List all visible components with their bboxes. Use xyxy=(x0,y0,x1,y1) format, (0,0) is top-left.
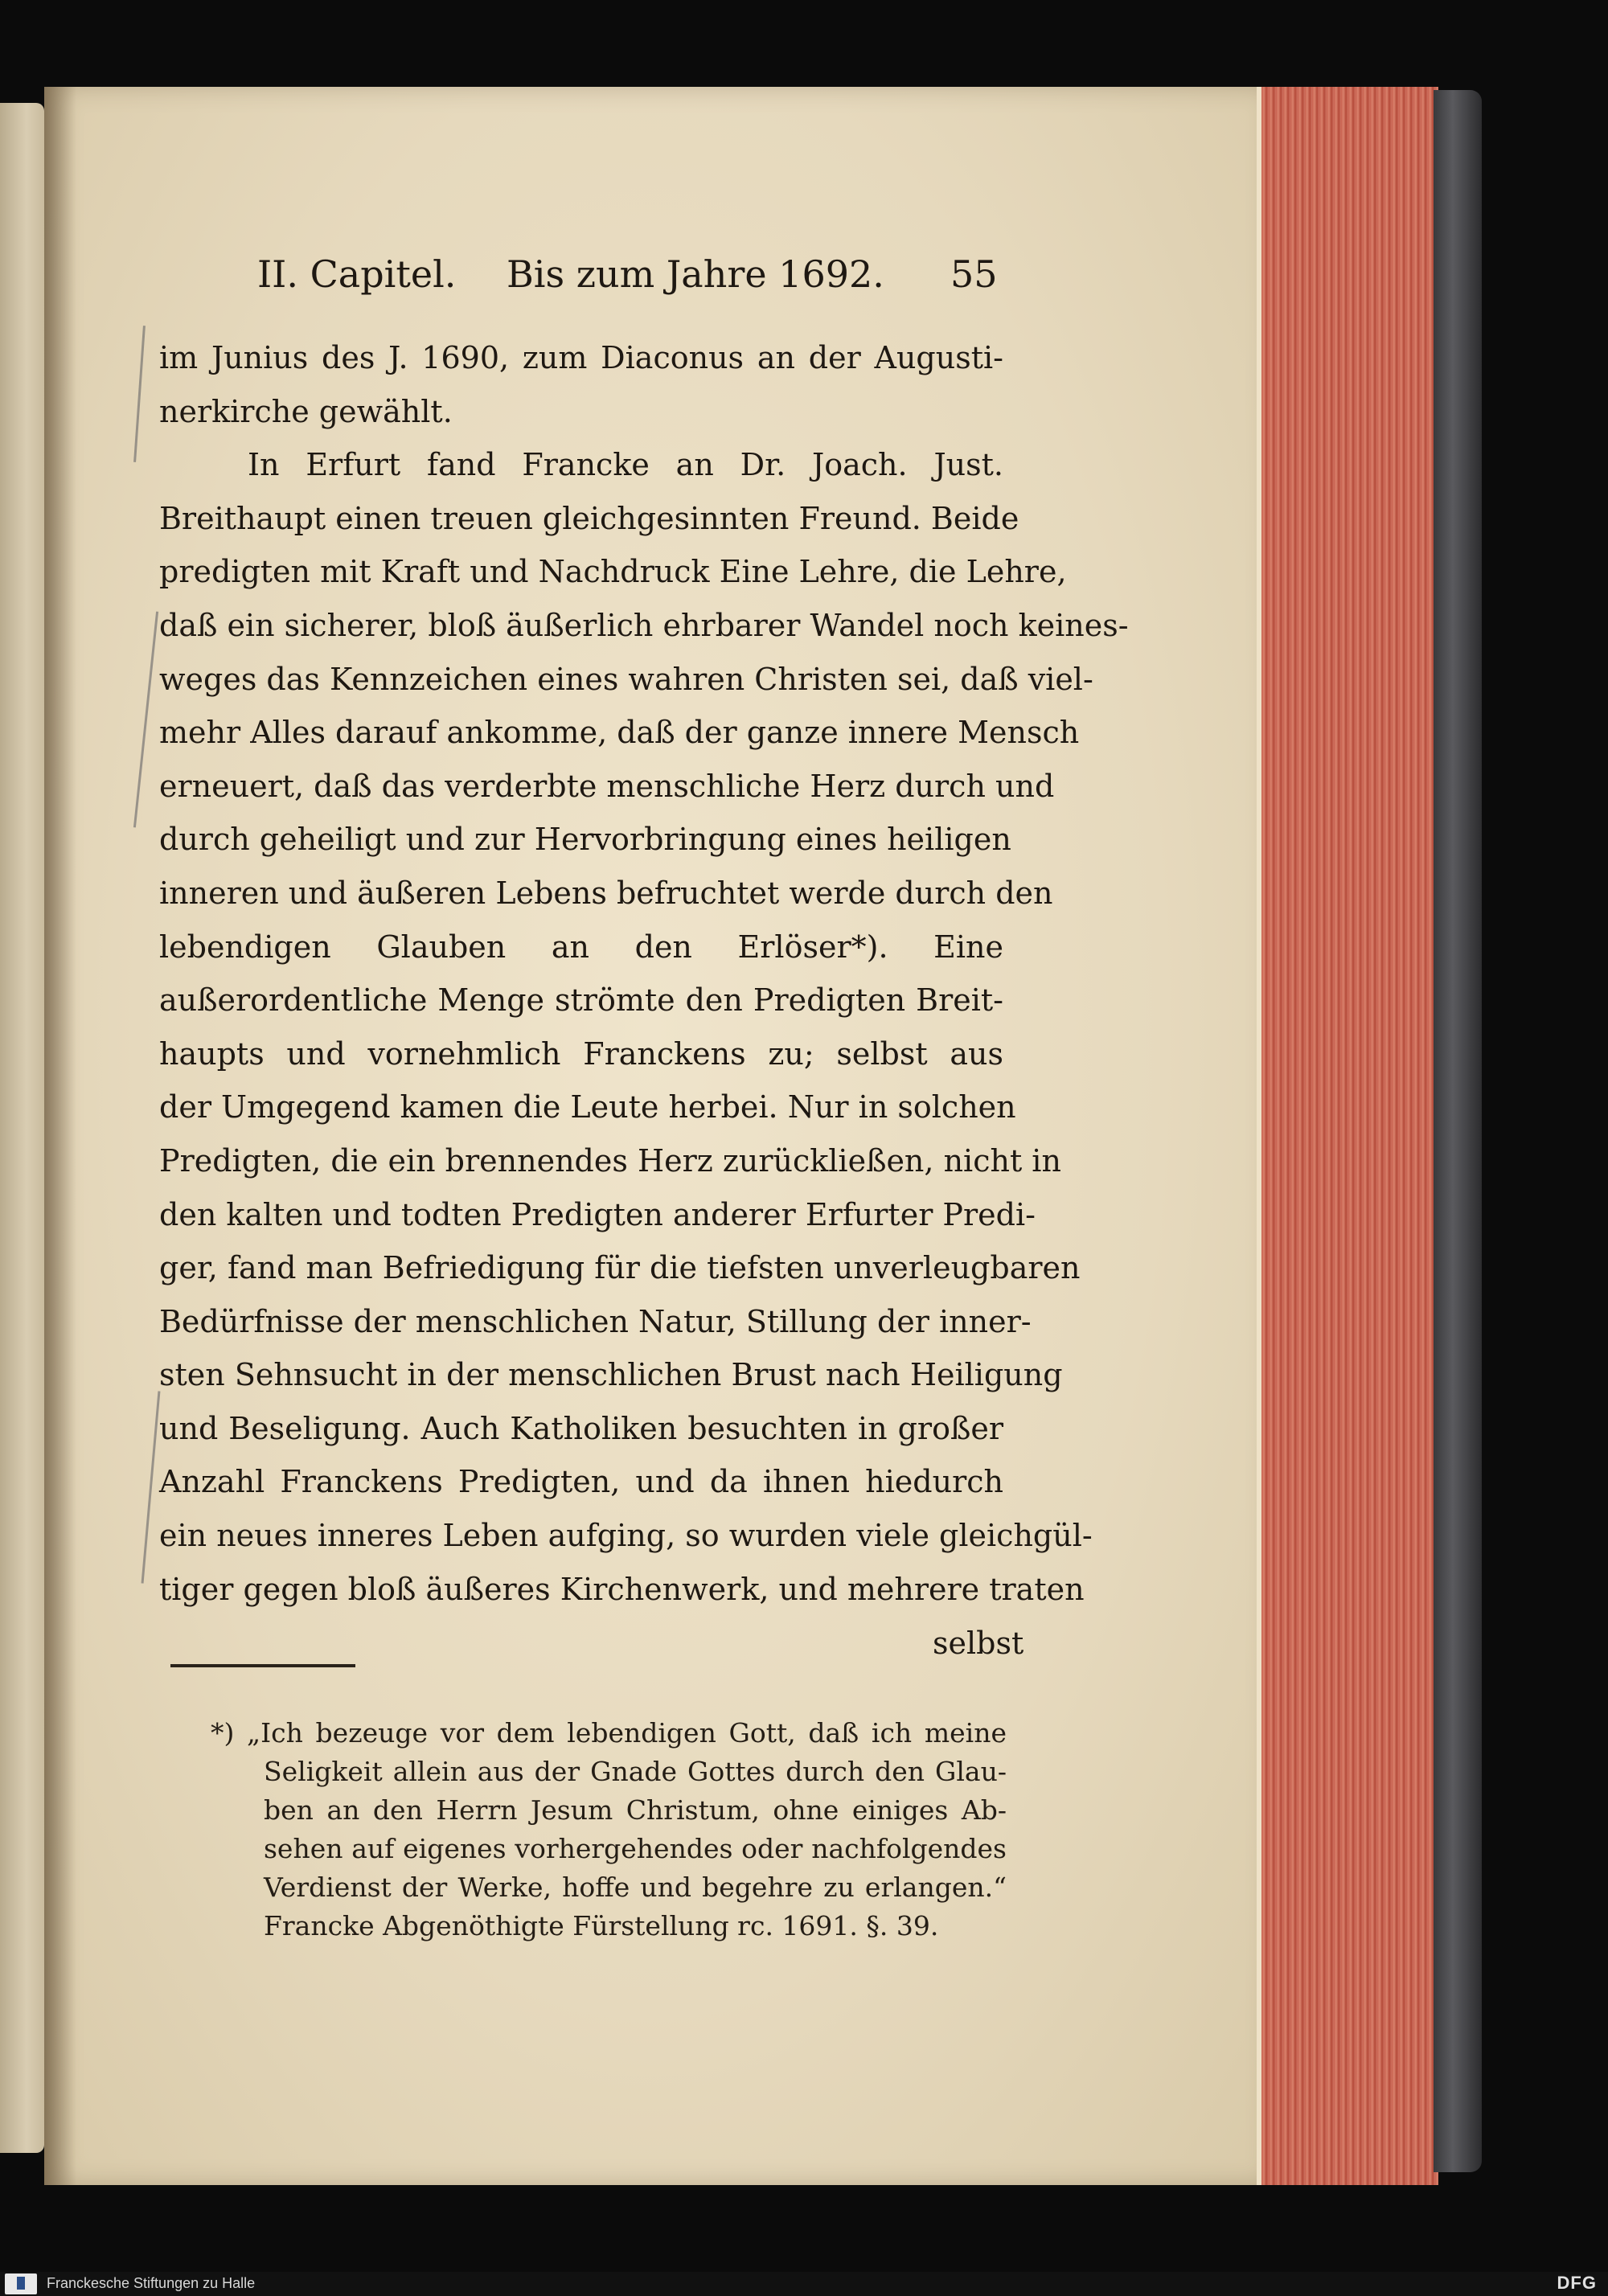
footnote-line: Verdienst der Werke, hoffe und begehre zu erlangen.“ xyxy=(264,1872,1007,1903)
footnote-line: *) „Ich bezeuge vor dem lebendigen Gott, daß ich meine xyxy=(211,1717,1007,1749)
text-line: erneuert, daß das verderbte menschliche Herz durch und xyxy=(159,768,1055,804)
left-page-edge xyxy=(0,103,44,2153)
text-line: predigten mit Kraft und Nachdruck Eine Lehre, die Lehre, xyxy=(159,554,1067,590)
text-line: ger, fand man Befriedigung für die tiefsten unverleugbaren xyxy=(159,1250,1081,1286)
footnote-line: sehen auf eigenes vorhergehendes oder nachfolgendes xyxy=(264,1833,1007,1864)
dfg-logo: DFG xyxy=(1557,2273,1597,2293)
footnote-line: ben an den Herrn Jesum Christum, ohne einiges Ab- xyxy=(264,1794,1007,1826)
text-line: haupts und vornehmlich Franckens zu; selbst aus xyxy=(159,1035,1003,1072)
text-line: außerordentliche Menge strömte den Predigten Breit- xyxy=(159,982,1003,1019)
text-line: mehr Alles darauf ankomme, daß der ganze innere Mensch xyxy=(159,715,1080,751)
book-cover-edge xyxy=(1434,90,1482,2172)
text-line: Breithaupt einen treuen gleichgesinnten Freund. Beide xyxy=(159,500,1019,536)
footnote-line: Seligkeit allein aus der Gnade Gottes durch den Glau- xyxy=(264,1756,1007,1787)
footnote xyxy=(211,1714,1007,1945)
text-line: Anzahl Franckens Predigten, und da ihnen hiedurch xyxy=(159,1464,1003,1500)
text-line: nerkirche gewählt. xyxy=(159,393,453,429)
text-line: der Umgegend kamen die Leute herbei. Nur in solchen xyxy=(159,1089,1016,1125)
text-line: sten Sehnsucht in der menschlichen Brust nach Heiligung xyxy=(159,1357,1063,1393)
text-line: Bedürfnisse der menschlichen Natur, Stillung der inner- xyxy=(159,1303,1032,1339)
text-line: lebendigen Glauben an den Erlöser*). Eine xyxy=(159,929,1003,965)
text-line: tiger gegen bloß äußeres Kirchenwerk, und mehrere traten xyxy=(159,1571,1085,1607)
text-line: im Junius des J. 1690, zum Diaconus an der Augusti- xyxy=(159,340,1003,375)
body-text xyxy=(159,331,1129,1616)
text-line: weges das Kennzeichen eines wahren Christen sei, daß viel- xyxy=(159,661,1093,697)
text-line: Predigten, die ein brennendes Herz zurückließen, nicht in xyxy=(159,1142,1061,1179)
text-line: durch geheiligt und zur Hervorbringung eines heiligen xyxy=(159,822,1011,858)
footnote-rule xyxy=(170,1664,355,1667)
text-line: daß ein sicherer, bloß äußerlich ehrbarer Wandel noch keines- xyxy=(159,607,1129,643)
red-page-edges xyxy=(1257,87,1438,2185)
text-line: inneren und äußeren Lebens befruchtet werde durch den xyxy=(159,875,1053,911)
page-number: 55 xyxy=(950,252,998,296)
text-line: und Beseligung. Auch Katholiken besuchten in großer xyxy=(159,1410,1003,1446)
header-title: Bis zum Jahre 1692. xyxy=(507,252,884,296)
text-line: In Erfurt fand Francke an Dr. Joach. Just. xyxy=(248,447,1003,483)
text-line: den kalten und todten Predigten anderer Erfurter Predi- xyxy=(159,1196,1036,1232)
chapter-label: II. Capitel. xyxy=(257,252,457,296)
page-gutter-shadow xyxy=(44,87,76,2185)
institution-label: Franckesche Stiftungen zu Halle xyxy=(47,2275,256,2291)
running-header xyxy=(241,241,1005,302)
catchword: selbst xyxy=(933,1626,1024,1661)
institution-logo-icon xyxy=(5,2273,37,2294)
text-line: ein neues inneres Leben aufging, so wurden viele gleichgül- xyxy=(159,1518,1093,1554)
footnote-line: Francke Abgenöthigte Fürstellung rc. 1691. §. 39. xyxy=(264,1910,939,1941)
